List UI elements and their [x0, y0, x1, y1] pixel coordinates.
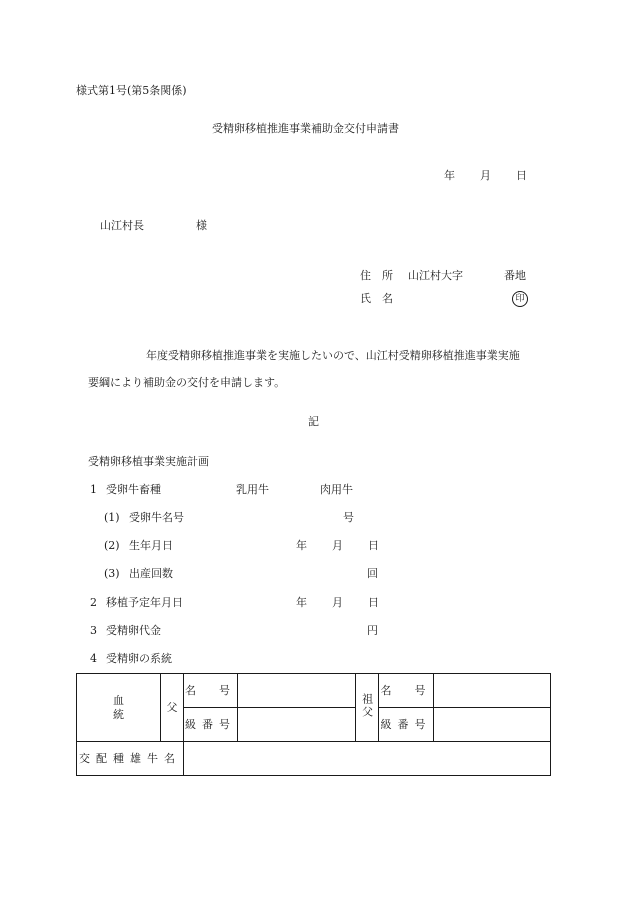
father-name-label: 名 号 [184, 674, 238, 708]
mating-bull-field[interactable] [184, 742, 551, 776]
body-line-1: 年度受精卵移植推進事業を実施したいので、山江村受精卵移植推進事業実施 [146, 349, 520, 362]
date-day: 日 [516, 169, 527, 182]
seal-mark: 印 [512, 291, 528, 307]
grandfather-text: 祖父 [360, 692, 374, 719]
sub-3-label: 出産回数 [129, 567, 173, 580]
address-value: 山江村大字 [408, 269, 463, 282]
sub-1-label: 受卵牛名号 [129, 511, 184, 524]
bloodline-label: 血統 [77, 674, 161, 742]
sub-2-label: 生年月日 [129, 539, 173, 552]
sub-2-day: 日 [368, 539, 379, 552]
item-2-year: 年 [296, 596, 307, 609]
date-month: 月 [480, 169, 491, 182]
item-3-suffix: 円 [367, 624, 378, 637]
item-1-number: 1 [90, 483, 97, 496]
lineage-table [76, 673, 551, 776]
item-3-number: 3 [90, 624, 97, 637]
address-suffix: 番地 [504, 269, 526, 282]
item-1-option-beef: 肉用牛 [320, 483, 353, 496]
father-label: 父 [161, 674, 184, 742]
sub-1-suffix: 号 [343, 511, 354, 524]
form-number: 様式第1号(第5条関係) [76, 84, 187, 97]
item-3-label: 受精卵代金 [106, 624, 161, 637]
item-2-label: 移植予定年月日 [106, 596, 183, 609]
mating-bull-label: 交配種雄牛名 [77, 742, 184, 776]
addressee-honorific: 様 [196, 219, 207, 232]
grandfather-reg-field[interactable] [434, 708, 551, 742]
plan-heading: 受精卵移植事業実施計画 [88, 455, 209, 468]
sub-2-month: 月 [332, 539, 343, 552]
grandfather-name-label: 名 号 [379, 674, 434, 708]
addressee-name: 山江村長 [100, 219, 144, 232]
item-1-label: 受卵牛畜種 [106, 483, 161, 496]
date-year: 年 [444, 169, 455, 182]
item-2-day: 日 [368, 596, 379, 609]
address-label: 住 所 [360, 269, 393, 282]
name-label: 氏 名 [360, 292, 393, 305]
item-1-option-dairy: 乳用牛 [236, 483, 269, 496]
sub-3-number: (3) [104, 567, 120, 580]
sub-2-number: (2) [104, 539, 120, 552]
grandfather-reg-label: 級番号 [379, 708, 434, 742]
grandfather-name-field[interactable] [434, 674, 551, 708]
body-line-2: 要綱により補助金の交付を申請します。 [88, 376, 286, 389]
item-4-label: 受精卵の系統 [106, 652, 172, 665]
item-2-number: 2 [90, 596, 97, 609]
father-reg-field[interactable] [238, 708, 356, 742]
sub-3-suffix: 回 [367, 567, 378, 580]
document-title: 受精卵移植推進事業補助金交付申請書 [212, 122, 399, 135]
father-name-field[interactable] [238, 674, 356, 708]
item-2-month: 月 [332, 596, 343, 609]
grandfather-label [356, 674, 379, 742]
father-reg-label: 級番号 [184, 708, 238, 742]
sub-1-number: (1) [104, 511, 120, 524]
sub-2-year: 年 [296, 539, 307, 552]
ki-heading: 記 [308, 415, 319, 428]
item-4-number: 4 [90, 652, 97, 665]
